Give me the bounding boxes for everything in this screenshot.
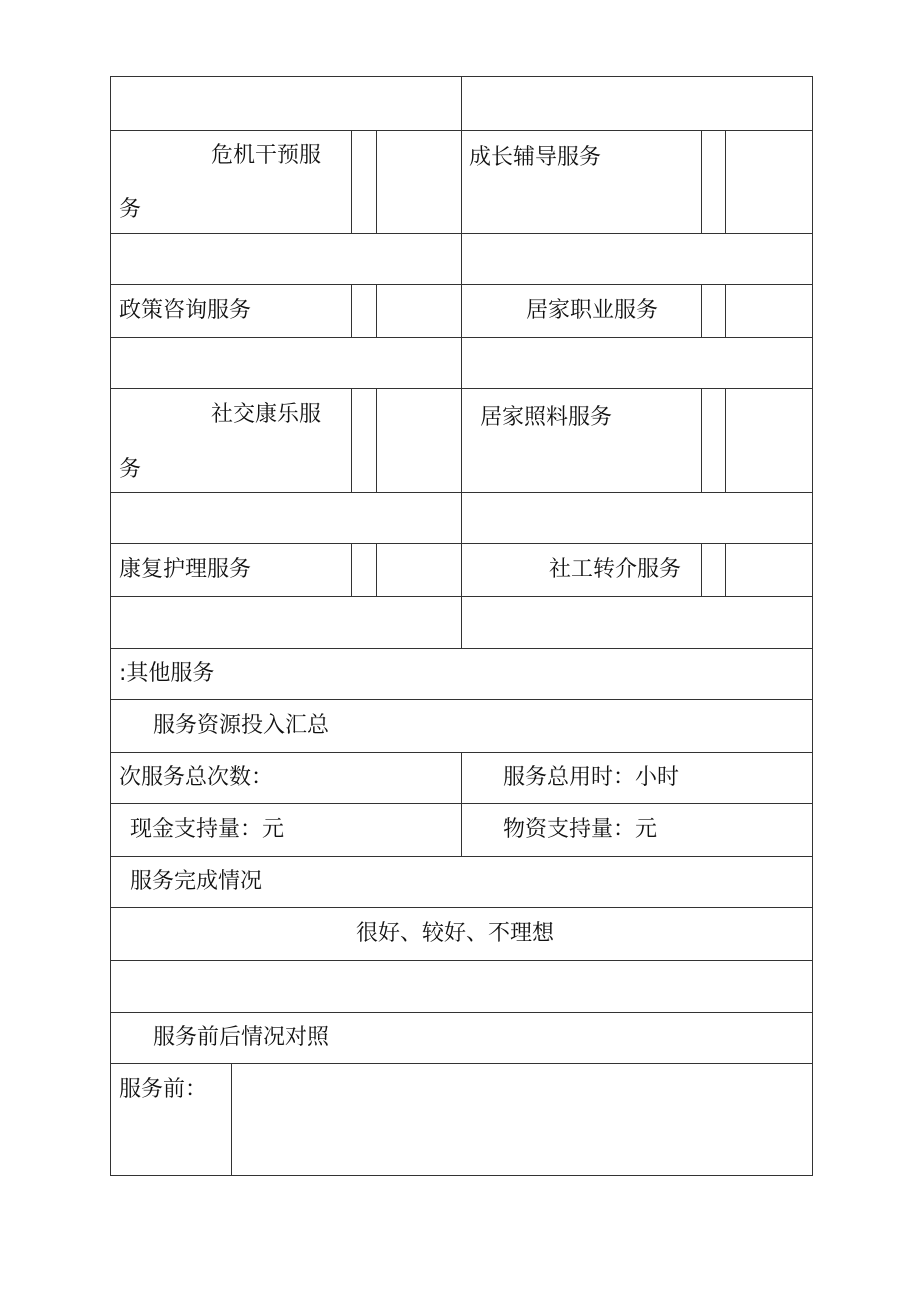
- other-services-label: :其他服务: [119, 661, 215, 686]
- cash-support-label: 现金支持量：元: [130, 817, 285, 842]
- social-recreation-label-wrap: 务: [119, 457, 142, 482]
- completion-heading: 服务完成情况: [130, 869, 263, 894]
- checkbox-divider: [701, 543, 702, 596]
- policy-consulting-label: 政策咨询服务: [119, 298, 252, 323]
- growth-guidance-label: 成长辅导服务: [469, 145, 602, 170]
- row-divider: [111, 699, 812, 700]
- checkbox-divider: [376, 130, 377, 233]
- row-divider: [111, 1012, 812, 1013]
- completion-options: 很好、较好、不理想: [356, 921, 555, 946]
- column-divider: [461, 752, 462, 856]
- checkbox-divider: [351, 543, 352, 596]
- social-referral-label: 社工转介服务: [549, 557, 682, 582]
- home-care-label: 居家照料服务: [480, 405, 613, 430]
- crisis-intervention-label-wrap: 务: [119, 197, 142, 222]
- checkbox-divider: [376, 284, 377, 337]
- checkbox-divider: [701, 388, 702, 492]
- crisis-intervention-label: 危机干预服: [211, 143, 322, 168]
- before-service-label: 服务前：: [119, 1077, 208, 1102]
- checkbox-divider: [351, 284, 352, 337]
- checkbox-divider: [376, 388, 377, 492]
- resources-heading: 服务资源投入汇总: [153, 713, 330, 738]
- checkbox-divider: [701, 284, 702, 337]
- column-divider: [461, 77, 462, 648]
- checkbox-divider: [351, 388, 352, 492]
- before-service-field[interactable]: [232, 1064, 812, 1175]
- checkbox-divider: [725, 388, 726, 492]
- comparison-heading: 服务前后情况对照: [153, 1025, 330, 1050]
- checkbox-divider: [725, 543, 726, 596]
- checkbox-divider: [351, 130, 352, 233]
- home-employment-label: 居家职业服务: [526, 298, 659, 323]
- checkbox-divider: [701, 130, 702, 233]
- checkbox-divider: [725, 130, 726, 233]
- checkbox-divider: [376, 543, 377, 596]
- row-divider: [111, 648, 812, 649]
- row-divider: [111, 907, 812, 908]
- social-recreation-label: 社交康乐服: [211, 402, 322, 427]
- rehab-nursing-label: 康复护理服务: [119, 557, 252, 582]
- material-support-label: 物资支持量：元: [503, 817, 658, 842]
- service-record-form: [110, 76, 813, 1176]
- total-hours-label: 服务总用时：小时: [503, 765, 680, 790]
- row-divider: [111, 856, 812, 857]
- row-divider: [111, 960, 812, 961]
- total-count-label: 次服务总次数：: [119, 765, 274, 790]
- checkbox-divider: [725, 284, 726, 337]
